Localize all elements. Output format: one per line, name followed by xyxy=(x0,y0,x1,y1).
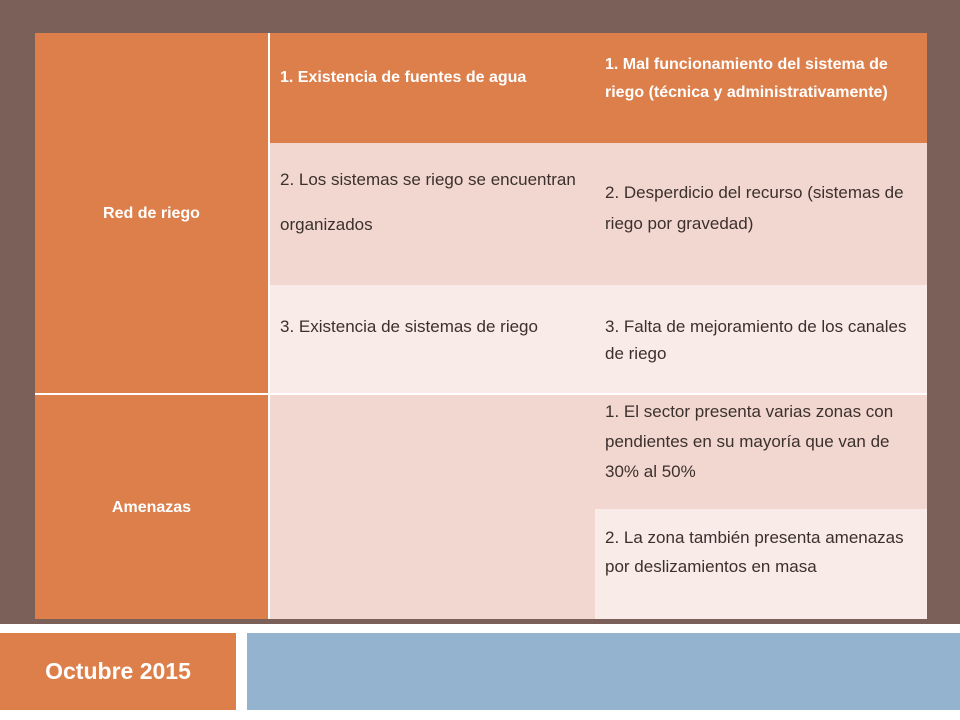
strength-cell-1: 1. Existencia de fuentes de agua xyxy=(270,33,595,143)
weakness-cell-2: 2. Desperdicio del recurso (sistemas de riego por gravedad) xyxy=(595,143,927,285)
strength-cell-2: 2. Los sistemas se riego se encuentran organizados xyxy=(270,143,595,285)
weakness-cell-3: 3. Falta de mejoramiento de los canales de riego xyxy=(595,285,927,393)
swot-table xyxy=(35,33,927,619)
threat-cell-2: 2. La zona también presenta amenazas por deslizamientos en masa xyxy=(595,509,927,619)
row-divider xyxy=(35,393,270,395)
strength-cell-empty xyxy=(270,395,595,619)
footer-bar xyxy=(247,633,960,710)
strength-cell-3: 3. Existencia de sistemas de riego xyxy=(270,285,595,393)
section-label-amenazas: Amenazas xyxy=(35,395,268,619)
threat-cell-1: 1. El sector presenta varias zonas con pendientes en su mayoría que van de 30% al 50% xyxy=(595,395,927,509)
footer-date: Octubre 2015 xyxy=(0,633,236,710)
column-divider xyxy=(268,33,270,619)
weakness-cell-1: 1. Mal funcionamiento del sistema de riego (técnica y administrativamente) xyxy=(595,33,927,143)
section-label-red-de-riego: Red de riego xyxy=(35,33,268,393)
